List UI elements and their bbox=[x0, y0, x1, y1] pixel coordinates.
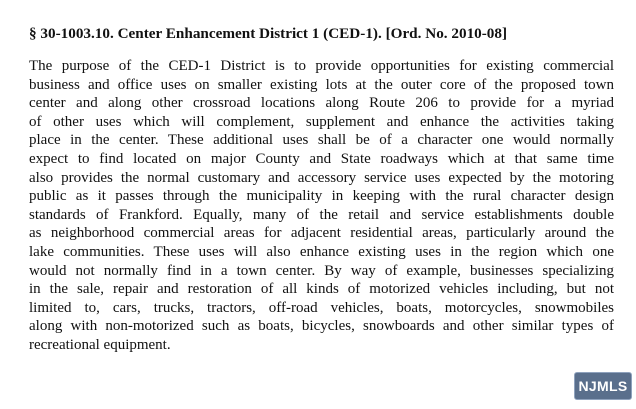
paragraph-line: recreational equipment. bbox=[29, 336, 171, 353]
paragraph-line: expect to find located on major County and State roadways which at that same time bbox=[29, 150, 614, 167]
paragraph-line: business and office uses on smaller existing lots at the outer core of the proposed town bbox=[29, 76, 614, 93]
paragraph-line: center and along other crossroad locations along Route 206 to provide for a myriad bbox=[29, 95, 614, 112]
document bbox=[29, 24, 614, 355]
paragraph-line: The purpose of the CED-1 District is to provide opportunities for existing commercial bbox=[29, 58, 614, 74]
paragraph-line: along with non-motorized such as boats, bicycles, snowboards and other similar types of bbox=[29, 318, 614, 335]
paragraph-line: limited to, cars, trucks, tractors, off-road vehicles, boats, motorcycles, snowmobiles bbox=[29, 299, 614, 316]
paragraph-line: also provides the normal customary and accessory service uses expected by the motoring bbox=[29, 169, 614, 186]
paragraph-line: lake communities. These uses will also enhance existing uses in the region which one bbox=[29, 243, 614, 260]
paragraph-line: public as it passes through the municipality in keeping with the rural character design bbox=[29, 188, 614, 205]
njmls-watermark-logo: NJMLS bbox=[574, 372, 632, 400]
body-paragraph bbox=[29, 57, 614, 355]
paragraph-line: standards of Frankford. Equally, many of the retail and service establishments double bbox=[29, 206, 614, 223]
paragraph-line: place in the center. These additional uses shall be of a character one would normally bbox=[29, 132, 614, 149]
section-heading: § 30-1003.10. Center Enhancement District 1 (CED-1). [Ord. No. 2010-08] bbox=[29, 25, 508, 42]
paragraph-line: would not normally find in a town center. By way of example, businesses specializing bbox=[29, 262, 614, 279]
paragraph-line: of other uses which will complement, supplement and enhance the activities taking bbox=[29, 113, 614, 130]
paragraph-line: as neighborhood commercial areas for adjacent residential areas, particularly around the bbox=[29, 225, 614, 242]
paragraph-line: in the sale, repair and restoration of all kinds of motorized vehicles including, but not bbox=[29, 281, 614, 298]
